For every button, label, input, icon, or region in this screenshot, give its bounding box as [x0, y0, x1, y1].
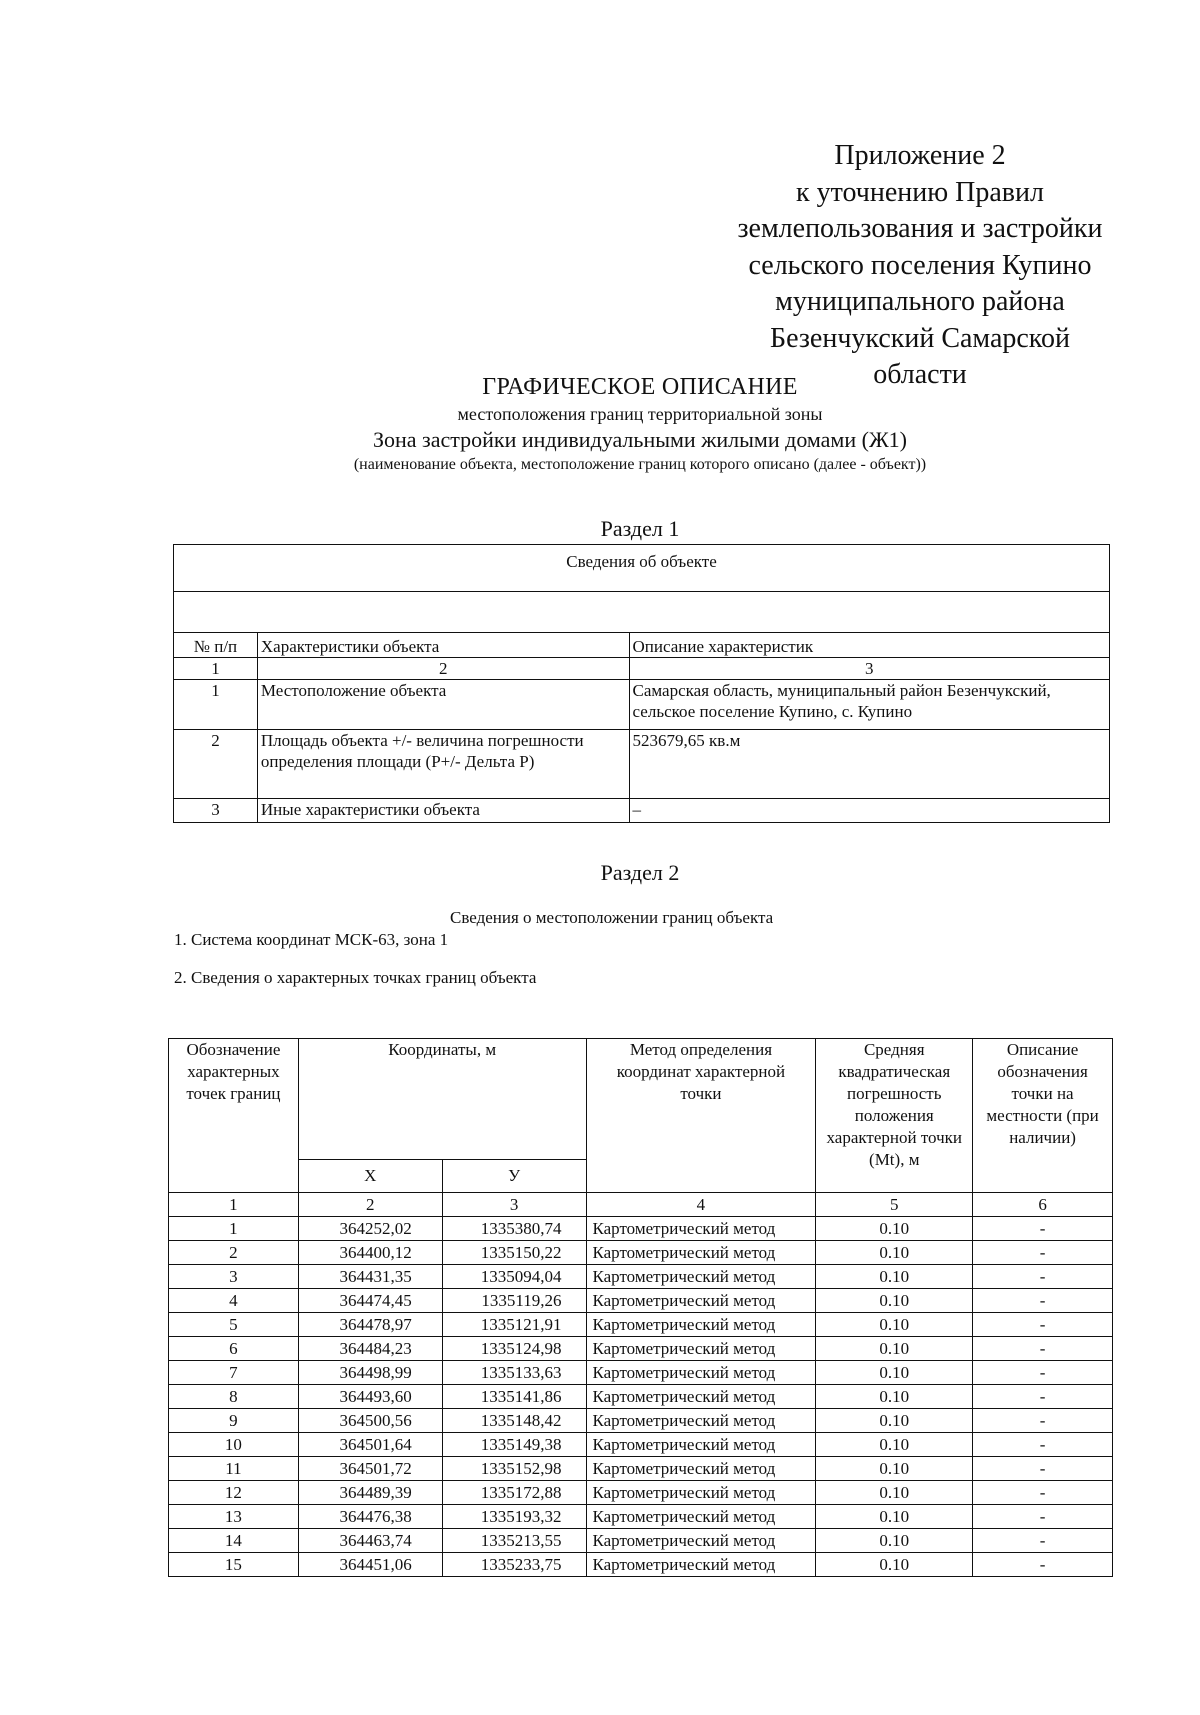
error-cell: 0.10	[816, 1313, 973, 1337]
table-row	[169, 1313, 1113, 1337]
table-row	[174, 680, 1110, 730]
error-cell: 0.10	[816, 1241, 973, 1265]
y-coordinate: 1335094,04	[442, 1265, 586, 1289]
y-coordinate: 1335141,86	[442, 1385, 586, 1409]
method-cell: Картометрический метод	[586, 1433, 816, 1457]
table-row	[169, 1241, 1113, 1265]
table-row	[169, 1529, 1113, 1553]
x-coordinate: 364431,35	[298, 1265, 442, 1289]
y-coordinate: 1335119,26	[442, 1289, 586, 1313]
appendix-block	[700, 138, 1140, 394]
description-cell: -	[973, 1529, 1113, 1553]
table-row	[169, 1481, 1113, 1505]
appendix-line: муниципального района	[775, 286, 1065, 317]
y-coordinate: 1335148,42	[442, 1409, 586, 1433]
description-cell: -	[973, 1481, 1113, 1505]
column-number-cell: 1	[174, 658, 258, 680]
appendix-line: Приложение 2	[834, 140, 1006, 171]
description-cell: -	[973, 1217, 1113, 1241]
y-coordinate: 1335152,98	[442, 1457, 586, 1481]
column-number-cell: 3	[629, 658, 1109, 680]
characteristic-value: 523679,65 кв.м	[629, 730, 1109, 799]
method-cell: Картометрический метод	[586, 1409, 816, 1433]
x-coordinate: 364463,74	[298, 1529, 442, 1553]
point-number: 12	[169, 1481, 299, 1505]
characteristic-value: –	[629, 799, 1109, 823]
error-cell: 0.10	[816, 1385, 973, 1409]
point-number: 4	[169, 1289, 299, 1313]
method-cell: Картометрический метод	[586, 1217, 816, 1241]
error-cell: 0.10	[816, 1529, 973, 1553]
method-cell: Картометрический метод	[586, 1337, 816, 1361]
x-coordinate: 364478,97	[298, 1313, 442, 1337]
point-number: 11	[169, 1457, 299, 1481]
heading-block	[170, 372, 1110, 476]
x-coordinate: 364476,38	[298, 1505, 442, 1529]
method-cell: Картометрический метод	[586, 1481, 816, 1505]
method-cell: Картометрический метод	[586, 1313, 816, 1337]
table-row	[169, 1289, 1113, 1313]
error-cell: 0.10	[816, 1505, 973, 1529]
x-coordinate: 364501,72	[298, 1457, 442, 1481]
x-coordinate: 364489,39	[298, 1481, 442, 1505]
x-coordinate: 364498,99	[298, 1361, 442, 1385]
column-number-cell: 1	[169, 1193, 299, 1217]
appendix-line: области	[873, 359, 967, 390]
header-cell: Характеристики объекта	[257, 633, 629, 658]
error-cell: 0.10	[816, 1433, 973, 1457]
appendix-line: Безенчукский Самарской	[770, 322, 1070, 354]
section2-label: Раздел 2	[600, 860, 680, 885]
row-number: 3	[174, 799, 258, 823]
header-cell: № п/п	[174, 633, 258, 658]
characteristic-name: Местоположение объекта	[257, 680, 629, 730]
table-row	[169, 1505, 1113, 1529]
y-header: У	[442, 1160, 586, 1193]
x-coordinate: 364493,60	[298, 1385, 442, 1409]
x-coordinate: 364400,12	[298, 1241, 442, 1265]
error-header: Средняя квадратическая погрешность положения характерной точки (Mt), м	[816, 1039, 973, 1193]
y-coordinate: 1335380,74	[442, 1217, 586, 1241]
point-number: 13	[169, 1505, 299, 1529]
description-cell: -	[973, 1385, 1113, 1409]
section1-label: Раздел 1	[600, 516, 680, 541]
boundary-points-table	[168, 1038, 1113, 1577]
table-row	[169, 1265, 1113, 1289]
row-number: 1	[174, 680, 258, 730]
object-note: (наименование объекта, местоположение границ которого описано (далее - объект))	[353, 456, 927, 473]
point-number: 10	[169, 1433, 299, 1457]
x-coordinate: 364500,56	[298, 1409, 442, 1433]
description-header: Описание обозначения точки на местности (при наличии)	[973, 1039, 1113, 1193]
x-coordinate: 364474,45	[298, 1289, 442, 1313]
coordinates-header: Координаты, м	[298, 1039, 586, 1160]
boundary-info-title: Сведения о местоположении границ объекта	[450, 908, 774, 927]
error-cell: 0.10	[816, 1457, 973, 1481]
method-cell: Картометрический метод	[586, 1457, 816, 1481]
y-coordinate: 1335124,98	[442, 1337, 586, 1361]
column-number-cell: 5	[816, 1193, 973, 1217]
point-number: 9	[169, 1409, 299, 1433]
point-number: 1	[169, 1217, 299, 1241]
appendix-line: к уточнению Правил	[796, 176, 1044, 208]
table-row	[174, 730, 1110, 799]
column-number-cell: 4	[586, 1193, 816, 1217]
y-coordinate: 1335150,22	[442, 1241, 586, 1265]
characteristic-value: Самарская область, муниципальный район Безенчукский, сельское поселение Купино, с. Купино	[629, 680, 1109, 730]
point-number: 2	[169, 1241, 299, 1265]
point-number: 7	[169, 1361, 299, 1385]
document-subtitle: местоположения границ территориальной зоны	[457, 404, 823, 424]
object-info-table	[173, 544, 1110, 823]
method-cell: Картометрический метод	[586, 1505, 816, 1529]
error-cell: 0.10	[816, 1361, 973, 1385]
table-row	[169, 1457, 1113, 1481]
description-cell: -	[973, 1457, 1113, 1481]
description-cell: -	[973, 1337, 1113, 1361]
x-header: X	[298, 1160, 442, 1193]
column-number-cell: 3	[442, 1193, 586, 1217]
x-coordinate: 364501,64	[298, 1433, 442, 1457]
point-number: 5	[169, 1313, 299, 1337]
characteristic-name: Иные характеристики объекта	[257, 799, 629, 823]
x-coordinate: 364252,02	[298, 1217, 442, 1241]
point-number: 3	[169, 1265, 299, 1289]
method-cell: Картометрический метод	[586, 1529, 816, 1553]
y-coordinate: 1335233,75	[442, 1553, 586, 1577]
object-table-title: Сведения об объекте	[174, 545, 1110, 592]
object-table-empty-row	[174, 592, 1110, 633]
coordinate-system: 1. Система координат МСК-63, зона 1	[174, 930, 449, 949]
x-coordinate: 364484,23	[298, 1337, 442, 1361]
method-cell: Картометрический метод	[586, 1385, 816, 1409]
description-cell: -	[973, 1505, 1113, 1529]
table-row	[169, 1361, 1113, 1385]
point-number: 14	[169, 1529, 299, 1553]
table-row	[169, 1433, 1113, 1457]
description-cell: -	[973, 1553, 1113, 1577]
description-cell: -	[973, 1361, 1113, 1385]
designation-header: Обозначение характерных точек границ	[169, 1039, 299, 1193]
method-cell: Картометрический метод	[586, 1241, 816, 1265]
error-cell: 0.10	[816, 1265, 973, 1289]
y-coordinate: 1335121,91	[442, 1313, 586, 1337]
error-cell: 0.10	[816, 1409, 973, 1433]
zone-name: Зона застройки индивидуальными жилыми домами (Ж1)	[373, 427, 907, 452]
points-title: 2. Сведения о характерных точках границ объекта	[174, 968, 537, 987]
method-cell: Картометрический метод	[586, 1265, 816, 1289]
method-cell: Картометрический метод	[586, 1289, 816, 1313]
appendix-line: сельского поселения Купино	[748, 249, 1092, 281]
table-row	[169, 1337, 1113, 1361]
point-number: 6	[169, 1337, 299, 1361]
column-number-cell: 2	[257, 658, 629, 680]
description-cell: -	[973, 1409, 1113, 1433]
appendix-line: землепользования и застройки	[737, 213, 1103, 244]
characteristic-name: Площадь объекта +/- величина погрешности определения площади (Р+/- Дельта Р)	[257, 730, 629, 799]
table-row	[169, 1385, 1113, 1409]
y-coordinate: 1335149,38	[442, 1433, 586, 1457]
y-coordinate: 1335213,55	[442, 1529, 586, 1553]
table-row	[169, 1553, 1113, 1577]
error-cell: 0.10	[816, 1289, 973, 1313]
header-cell: Описание характеристик	[629, 633, 1109, 658]
error-cell: 0.10	[816, 1481, 973, 1505]
table-row	[174, 799, 1110, 823]
description-cell: -	[973, 1433, 1113, 1457]
method-cell: Картометрический метод	[586, 1361, 816, 1385]
x-coordinate: 364451,06	[298, 1553, 442, 1577]
y-coordinate: 1335133,63	[442, 1361, 586, 1385]
y-coordinate: 1335172,88	[442, 1481, 586, 1505]
column-number-cell: 6	[973, 1193, 1113, 1217]
method-cell: Картометрический метод	[586, 1553, 816, 1577]
method-header: Метод определения координат характерной точки	[586, 1039, 816, 1193]
description-cell: -	[973, 1313, 1113, 1337]
description-cell: -	[973, 1241, 1113, 1265]
point-number: 15	[169, 1553, 299, 1577]
document-title: ГРАФИЧЕСКОЕ ОПИСАНИЕ	[482, 374, 798, 400]
table-row	[169, 1217, 1113, 1241]
table-row	[169, 1409, 1113, 1433]
description-cell: -	[973, 1289, 1113, 1313]
y-coordinate: 1335193,32	[442, 1505, 586, 1529]
error-cell: 0.10	[816, 1553, 973, 1577]
description-cell: -	[973, 1265, 1113, 1289]
error-cell: 0.10	[816, 1217, 973, 1241]
column-number-cell: 2	[298, 1193, 442, 1217]
error-cell: 0.10	[816, 1337, 973, 1361]
point-number: 8	[169, 1385, 299, 1409]
row-number: 2	[174, 730, 258, 799]
